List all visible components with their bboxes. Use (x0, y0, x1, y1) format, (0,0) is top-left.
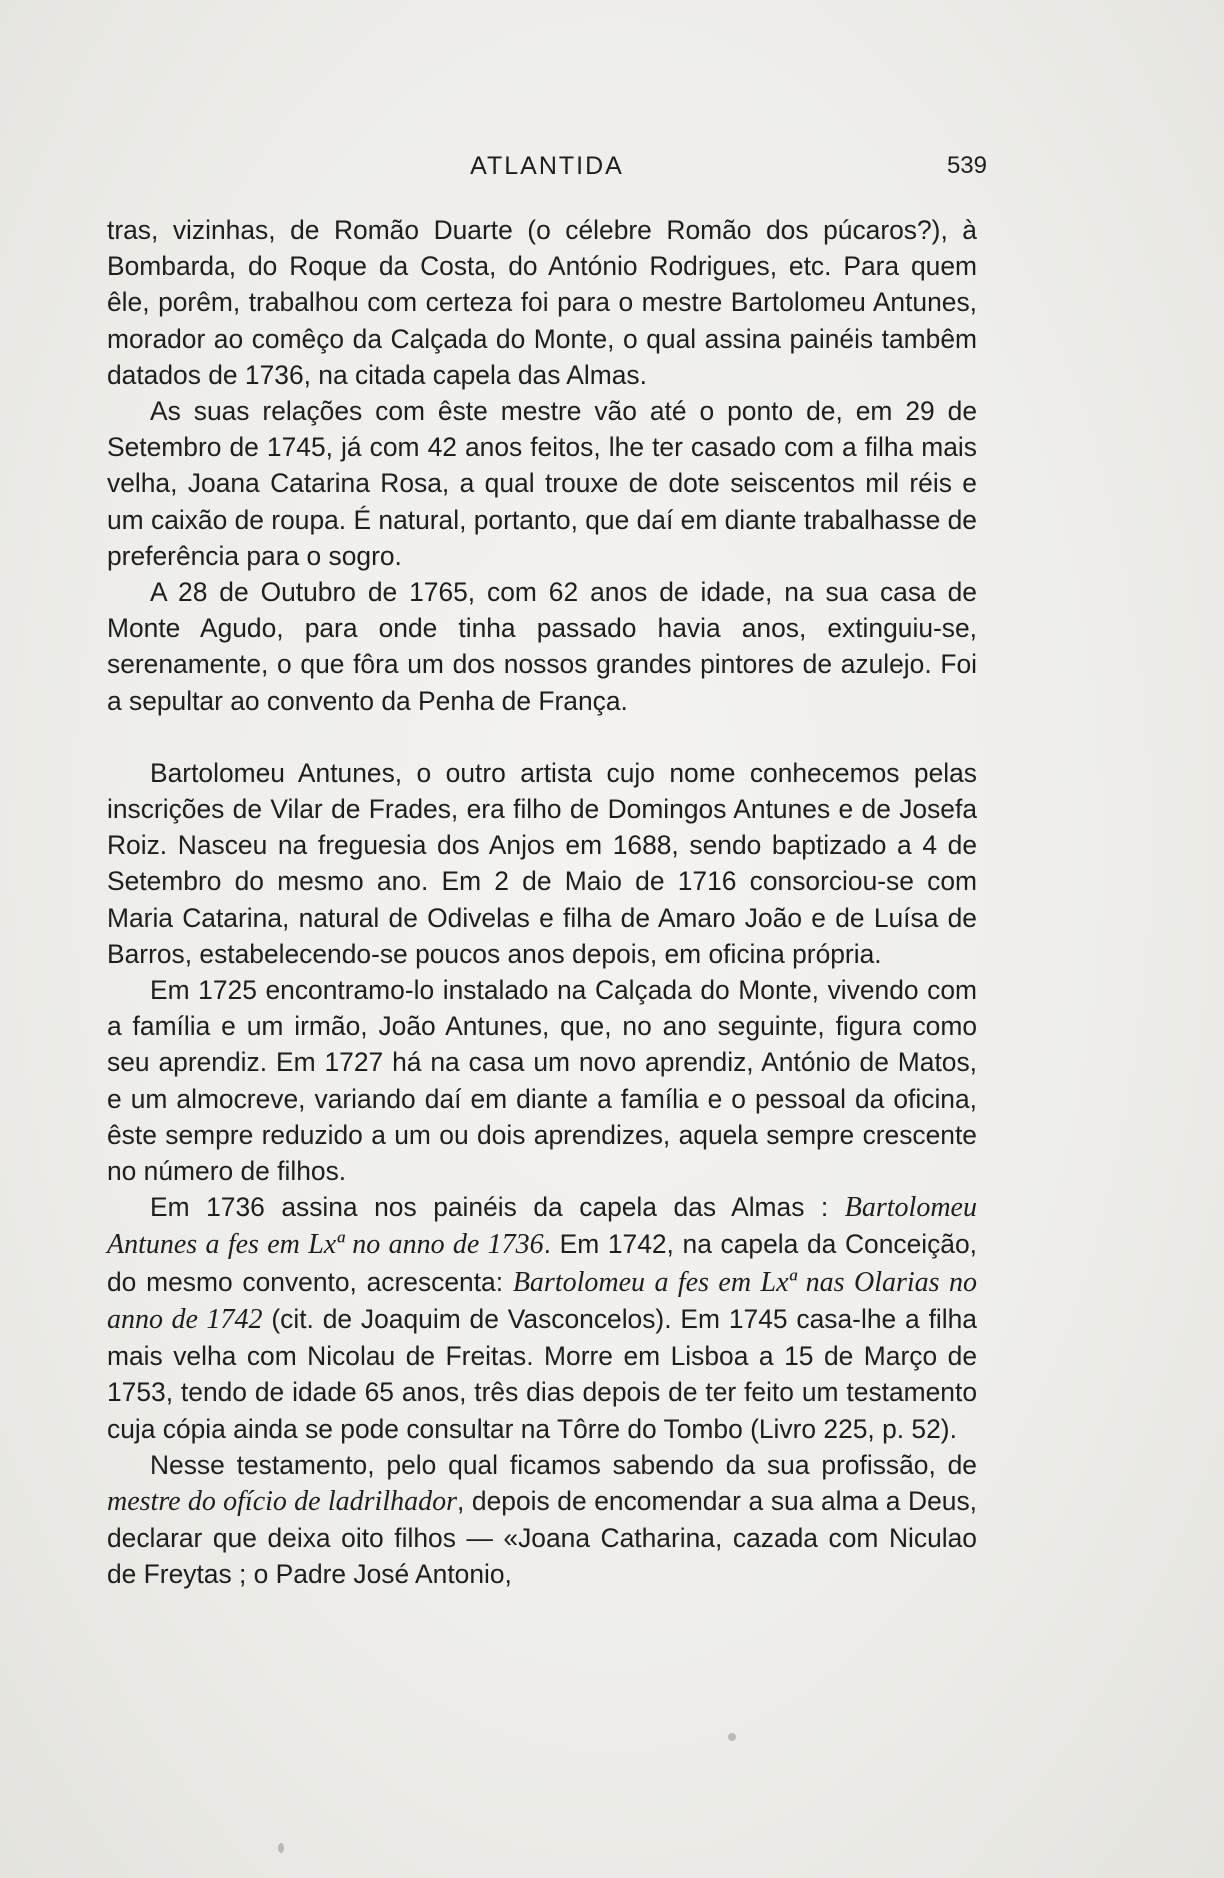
paragraph-5 (107, 972, 977, 1189)
text-run: A 28 de Outubro de 1765, com 62 anos de idade, na sua casa de Monte Agudo, para onde tinha passado havia anos, extinguiu-se, serenamente, o que fôra um dos nossos grandes pintores de azulejo. Foi a sepultar ao convento da Penha de França. (107, 577, 977, 716)
text-run: , depois de encomendar a sua alma a Deus, declarar que deixa oito filhos — «Joana Catharina, cazada com Niculao de Freytas ; o Padre José Antonio, (107, 1485, 977, 1590)
text-run: Em 1725 encontramo-lo instalado na Calçada do Monte, vivendo com a família e um irmão, João Antunes, que, no ano seguinte, figura como seu aprendiz. Em 1727 há na casa um novo aprendiz, António de Matos, e um almocreve, variando daí em diante a família e o pessoal da oficina, êste sempre reduzido a um ou dois aprendizes, aquela sempre crescente no número de filhos. (107, 975, 977, 1187)
ink-speck (728, 1733, 736, 1741)
text-run: tras, vizinhas, de Romão Duarte (o célebre Romão dos púcaros?), à Bombarda, do Roque da Costa, do António Rodrigues, etc. Para quem êle, porêm, trabalhou com certeza foi para o mestre Bartolomeu Antunes, morador ao comêço da Calçada do Monte, o qual assina painéis tambêm datados de 1736, na citada capela das Almas. (107, 215, 977, 390)
text-run: Bartolomeu Antunes, o outro artista cujo nome conhecemos pelas inscrições de Vilar de Frades, era filho de Domingos Antunes e de Josefa Roiz. Nasceu na freguesia dos Anjos em 1688, sendo baptizado a 4 de Setembro do mesmo ano. Em 2 de Maio de 1716 consorciou-se com Maria Catarina, natural de Odivelas e filha de Amaro João e de Luísa de Barros, estabelecendo-se poucos anos depois, em oficina própria. (107, 757, 977, 969)
text-run: Em 1736 assina nos painéis da capela das Almas : (150, 1192, 845, 1223)
italic-profession: mestre do ofício de ladrilhador (107, 1485, 457, 1517)
text-run: (cit. de Joaquim de Vasconcelos). Em 1745 casa-lhe a filha mais velha com Nicolau de Freitas. Morre em Lisboa a 15 de Março de 1753, tendo de idade 65 anos, três dias depois de ter feito um testamento cuja cópia ainda se pode consultar na Tôrre do Tombo (Livro 225, p. 52). (107, 1303, 977, 1444)
page-number: 539 (946, 152, 987, 179)
body-text (107, 212, 977, 1593)
ink-speck (278, 1843, 284, 1853)
paragraph-2 (107, 393, 977, 574)
running-head (107, 152, 987, 186)
text-run: . Em 1742, na capela da Conceição, do mesmo convento, acrescenta: (107, 1229, 977, 1297)
paragraph-4 (107, 755, 977, 972)
text-run: As suas relações com êste mestre vão até o ponto de, em 29 de Setembro de 1745, já com 42 anos feitos, lhe ter casado com a filha mais velha, Joana Catarina Rosa, a qual trouxe de dote seiscentos mil réis e um caixão de roupa. É natural, portanto, que daí em diante trabalhasse de preferência para o sogro. (107, 396, 977, 571)
running-title: ATLANTIDA (470, 152, 624, 180)
italic-inscription: Bartolomeu Antunes a fes em Lxª no anno de 1736 (107, 1192, 977, 1261)
italic-inscription: Bartolomeu a fes em Lxª nas Olarias no anno de 1742 (107, 1266, 977, 1335)
text-run: Nesse testamento, pelo qual ficamos sabendo da sua profissão, de (150, 1449, 977, 1480)
paragraph-3 (107, 574, 977, 719)
paragraph-6 (107, 1189, 977, 1446)
paragraph-1 (107, 212, 977, 393)
paragraph-7 (107, 1447, 977, 1593)
